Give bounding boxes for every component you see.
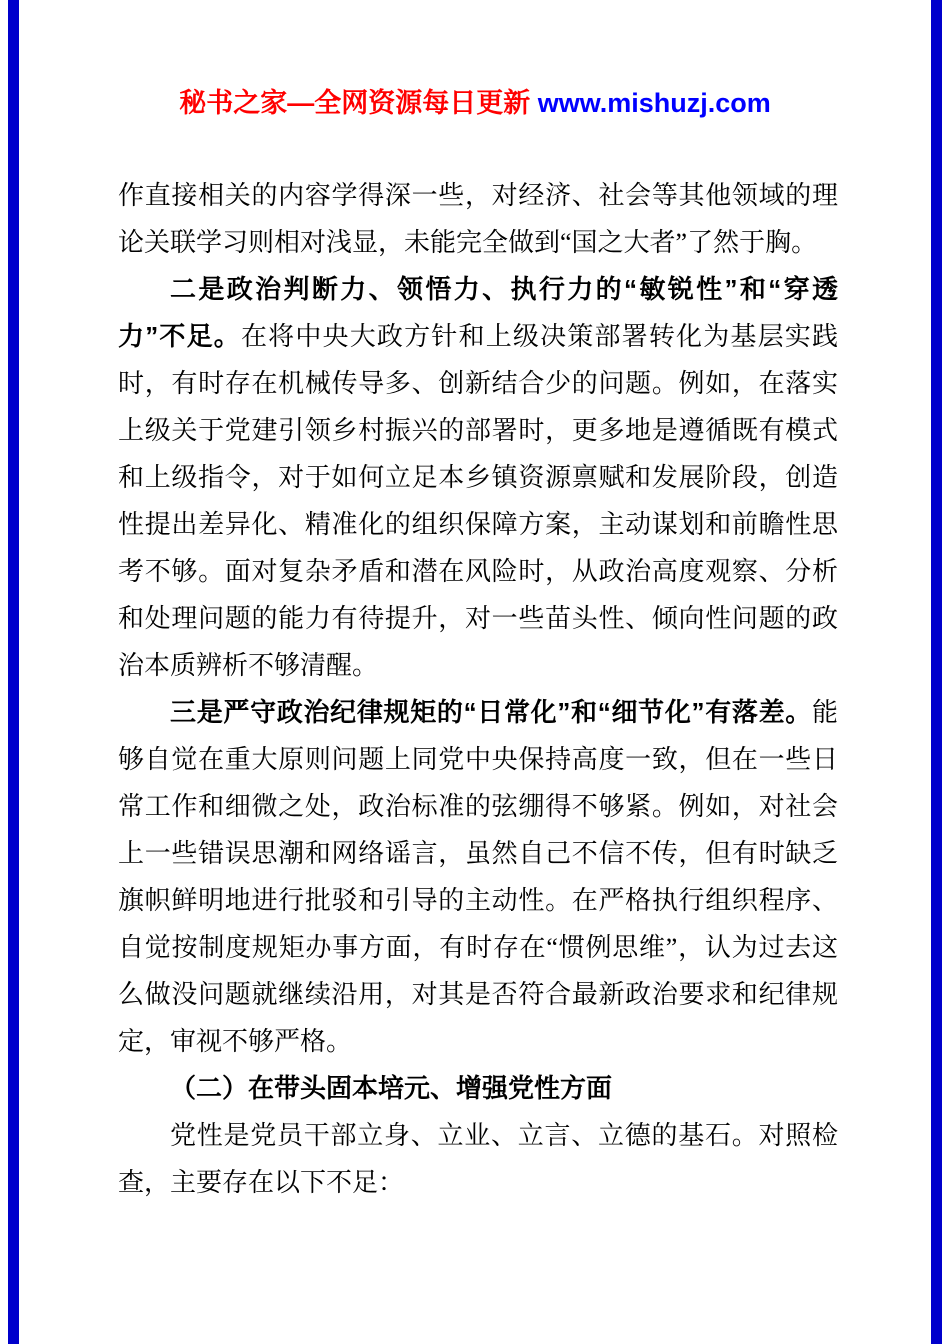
paragraph-point-three <box>118 689 838 1065</box>
paragraph-text: 在将中央大政方针和上级决策部署转化为基层实践时，有时存在机械传导多、创新结合少的问题。例如，在落实上级关于党建引领乡村振兴的部署时，更多地是遵循既有模式和上级指令，对于如何立足本乡镇资源禀赋和发展阶段，创造性提出差异化、精准化的组织保障方案，主动谋划和前瞻性思考不够。面对复杂矛盾和潜在风险时，从政治高度观察、分析和处理问题的能力有待提升，对一些苗头性、倾向性问题的政治本质辨析不够清醒。 <box>118 322 838 680</box>
paragraph-text: 党性是党员干部立身、立业、立言、立德的基石。对照检查，主要存在以下不足： <box>118 1121 838 1197</box>
paragraph-lead: 三是严守政治纪律规矩的“日常化”和“细节化”有落差。 <box>170 697 812 727</box>
paragraph-lead: 二是政治判断力、领悟力、执行力的“敏锐性”和“穿透力”不足。 <box>118 274 838 351</box>
paragraph-text: 作直接相关的内容学得深一些，对经济、社会等其他领域的理论关联学习则相对浅显，未能完全做到“国之大者”了然于胸。 <box>118 181 838 257</box>
site-tagline: —全网资源每日更新 <box>287 88 538 118</box>
right-border-bar <box>931 0 942 1344</box>
paragraph-point-two <box>118 266 838 689</box>
left-border-bar <box>8 0 19 1344</box>
paragraph-continuation <box>118 172 838 266</box>
site-url: www.mishuzj.com <box>537 88 771 118</box>
paragraph-text: 能够自觉在重大原则问题上同党中央保持高度一致，但在一些日常工作和细微之处，政治标准的弦绷得不够紧。例如，对社会上一些错误思潮和网络谣言，虽然自己不信不传，但有时缺乏旗帜鲜明地进行批驳和引导的主动性。在严格执行组织程序、自觉按制度规矩办事方面，有时存在“惯例思维”，认为过去这么做没问题就继续沿用，对其是否符合最新政治要求和纪律规定，审视不够严格。 <box>118 698 838 1056</box>
section-heading-text: （二）在带头固本培元、增强党性方面 <box>170 1073 613 1103</box>
site-name: 秘书之家 <box>179 88 288 118</box>
document-body <box>118 172 838 1206</box>
document-header <box>0 86 950 120</box>
paragraph-party-spirit <box>118 1112 838 1206</box>
section-heading-two <box>118 1065 838 1112</box>
